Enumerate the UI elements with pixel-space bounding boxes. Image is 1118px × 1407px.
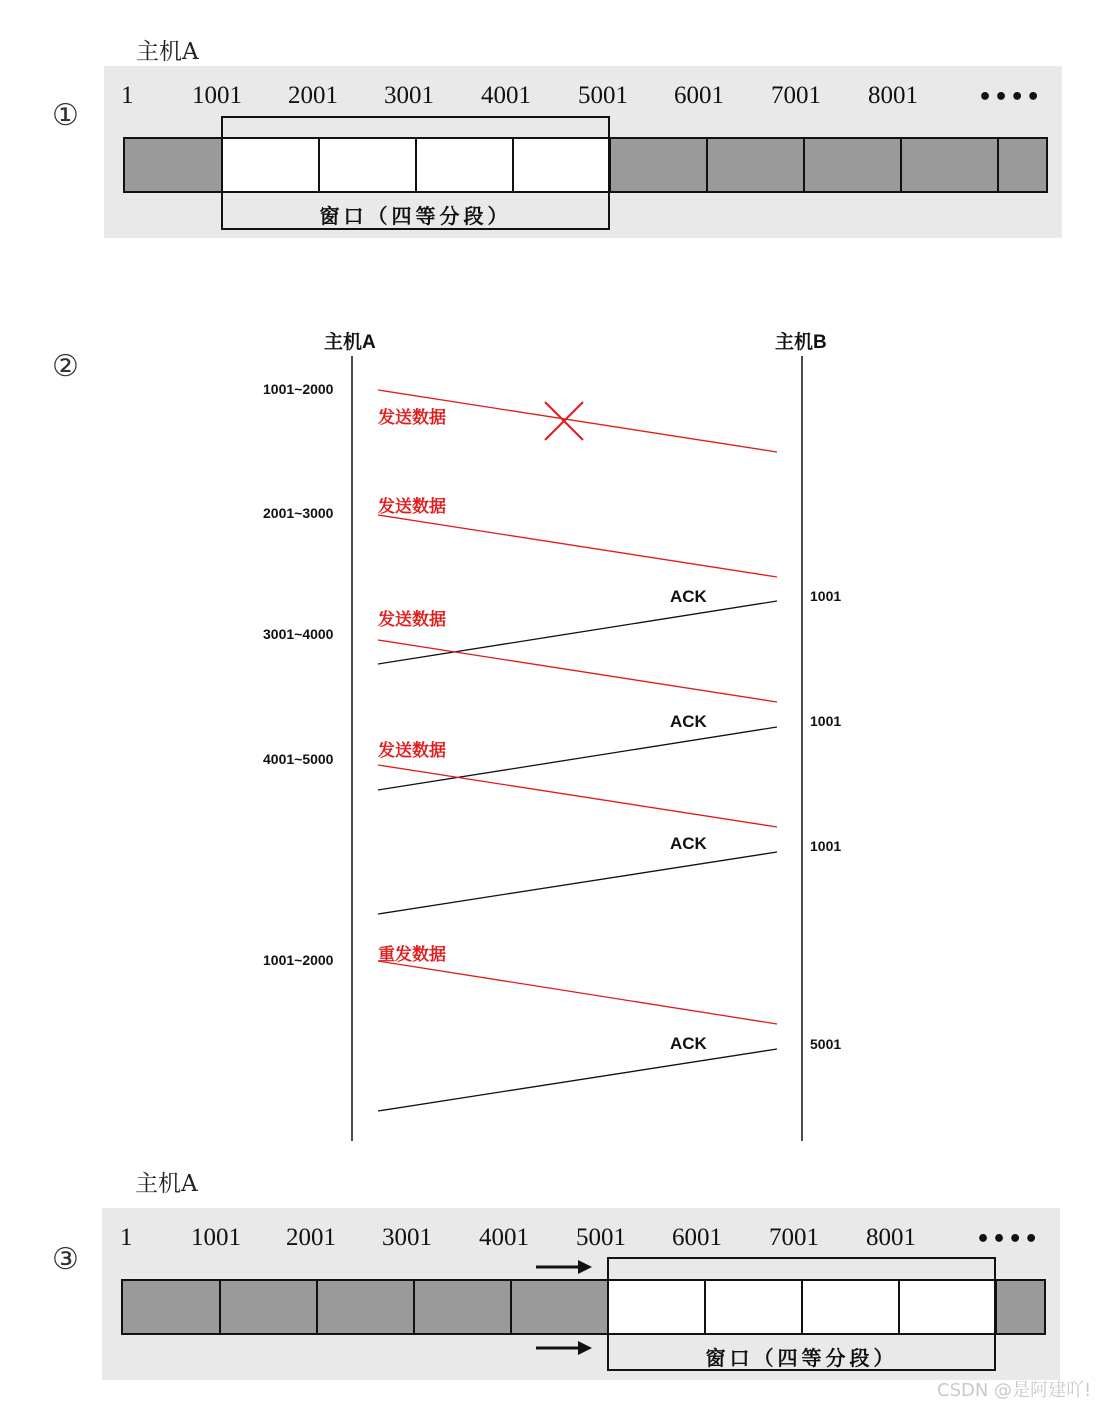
seq-1001: 1001 — [192, 82, 242, 109]
seq-3001: 3001 — [382, 1224, 432, 1251]
seq-1001: 1001 — [191, 1224, 241, 1251]
ack-label-1: ACK — [670, 587, 707, 606]
ack-number-4: 5001 — [810, 1036, 842, 1052]
data-line-2 — [378, 515, 777, 577]
window-slide-arrows — [530, 1254, 600, 1360]
segment-3-10 — [995, 1279, 1046, 1335]
seq-4001: 4001 — [479, 1224, 529, 1251]
ack-label-4: ACK — [670, 1034, 707, 1053]
seq-4001: 4001 — [481, 82, 531, 109]
ack-number-2: 1001 — [810, 713, 842, 729]
send-label-4: 发送数据 — [378, 741, 446, 761]
right-arrow-icon — [536, 1260, 592, 1274]
host-a-title-1: 主机A — [136, 39, 199, 65]
ack-number-1: 1001 — [810, 588, 842, 604]
seq-1: 1 — [120, 1224, 133, 1251]
host-a-title-3: 主机A — [135, 1171, 198, 1197]
range-label-1: 1001~2000 — [263, 381, 334, 397]
seq-7001: 7001 — [769, 1224, 819, 1251]
ellipsis-1: •••• — [978, 85, 1043, 110]
ellipsis-3: •••• — [976, 1227, 1041, 1252]
data-line-4 — [378, 765, 777, 827]
marker-2: ② — [52, 349, 79, 384]
range-label-2: 2001~3000 — [263, 505, 334, 521]
ack-line-4 — [378, 1049, 777, 1111]
ack-label-3: ACK — [670, 834, 707, 853]
seq-7001: 7001 — [771, 82, 821, 109]
seq-5001: 5001 — [578, 82, 628, 109]
seq-3001: 3001 — [384, 82, 434, 109]
data-line-3 — [378, 640, 777, 702]
seq-8001: 8001 — [866, 1224, 916, 1251]
seq-1: 1 — [121, 82, 134, 109]
ack-number-3: 1001 — [810, 838, 842, 854]
marker-1: ① — [52, 98, 79, 133]
window-label-3: 窗口（四等分段） — [705, 1346, 898, 1370]
right-arrow-icon — [536, 1341, 592, 1355]
seq-8001: 8001 — [868, 82, 918, 109]
send-label-1: 发送数据 — [378, 408, 446, 428]
ack-line-3 — [378, 852, 777, 914]
host-a-label: 主机A — [324, 332, 376, 353]
seq-6001: 6001 — [674, 82, 724, 109]
ack-label-2: ACK — [670, 712, 707, 731]
marker-3: ③ — [52, 1242, 79, 1277]
segment-3-3 — [316, 1279, 415, 1335]
window-label-1: 窗口（四等分段） — [319, 204, 512, 228]
csdn-watermark: CSDN @是阿建吖! — [937, 1380, 1092, 1401]
range-label-4: 4001~5000 — [263, 751, 334, 767]
seq-2001: 2001 — [288, 82, 338, 109]
segment-3-4 — [413, 1279, 512, 1335]
send-label-3: 发送数据 — [378, 610, 446, 630]
resend-label: 重发数据 — [378, 945, 446, 965]
segment-3-1 — [121, 1279, 221, 1335]
range-label-3: 3001~4000 — [263, 626, 334, 642]
segment-3-2 — [219, 1279, 318, 1335]
resend-line — [378, 961, 777, 1024]
seq-5001: 5001 — [576, 1224, 626, 1251]
range-label-5: 1001~2000 — [263, 952, 334, 968]
send-label-2: 发送数据 — [378, 497, 446, 517]
seq-6001: 6001 — [672, 1224, 722, 1251]
seq-2001: 2001 — [286, 1224, 336, 1251]
host-b-label: 主机B — [775, 332, 827, 353]
